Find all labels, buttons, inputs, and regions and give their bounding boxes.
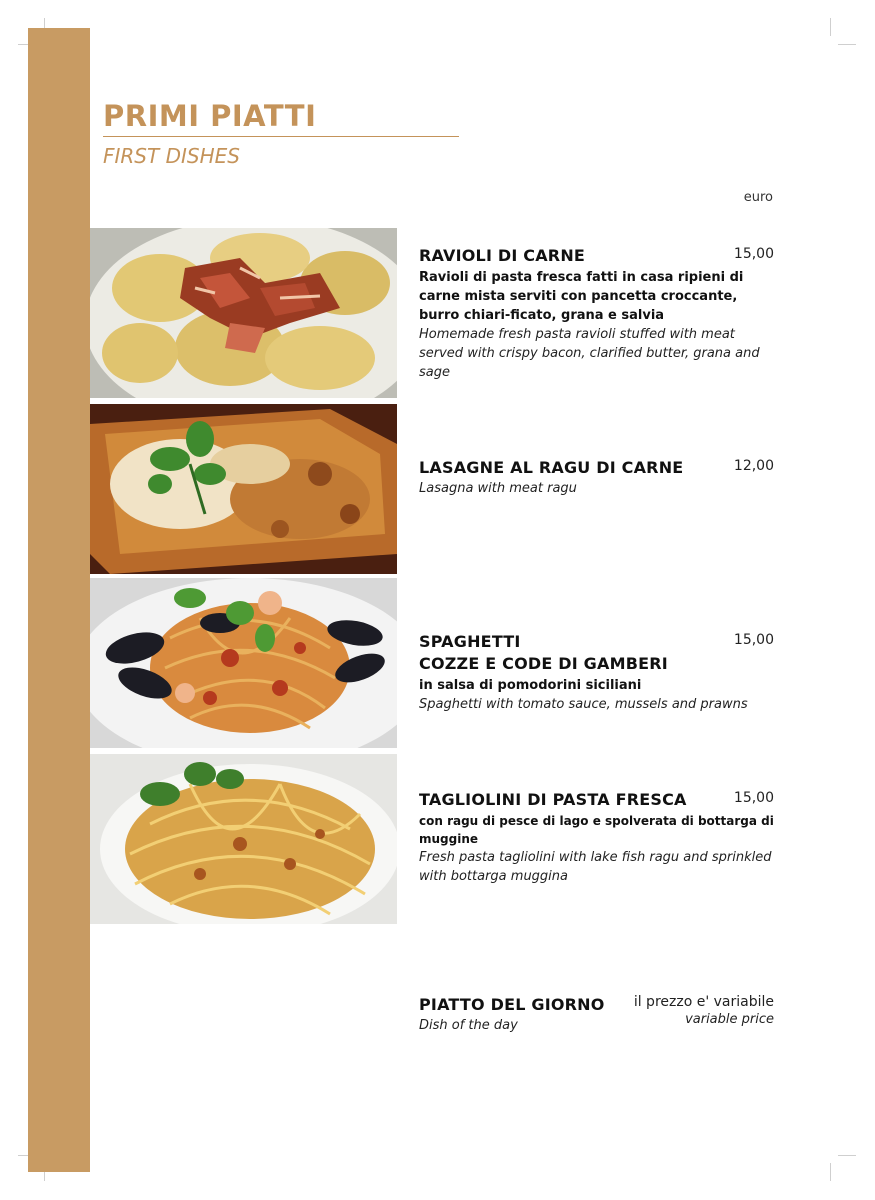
dish-of-day-price: [634, 994, 774, 1028]
item-english-description: Lasagna with meat ragu: [419, 481, 577, 496]
price-english: variable price: [685, 1012, 774, 1027]
item-price: 15,00: [733, 246, 774, 262]
ravioli-photo: [90, 228, 397, 398]
crop-mark: [838, 44, 856, 45]
tagliolini-image: [90, 754, 397, 924]
crop-mark: [830, 1163, 831, 1181]
item-italian-description: Ravioli di pasta fresca fatti in casa ripieni di carne mista serviti con pancetta croccante, burro chiari-ficato, grana e salvia: [419, 270, 744, 323]
menu-item-lasagne: [419, 457, 774, 498]
page-subtitle: FIRST DISHES: [103, 144, 240, 168]
title-divider: [103, 136, 459, 137]
spaghetti-image: [90, 578, 397, 748]
ravioli-image: [90, 228, 397, 398]
item-name: LASAGNE AL RAGU DI CARNE: [419, 458, 684, 477]
item-english-description: Dish of the day: [419, 1018, 518, 1033]
item-name: RAVIOLI DI CARNE: [419, 246, 586, 265]
item-price: 12,00: [733, 458, 774, 474]
menu-item-dish-of-day: [419, 994, 774, 1035]
menu-item-ravioli: [419, 245, 774, 382]
item-english-description: Spaghetti with tomato sauce, mussels and prawns: [419, 697, 748, 712]
page-title: PRIMI PIATTI: [103, 99, 317, 133]
item-price: 15,00: [733, 632, 774, 648]
menu-header: [103, 98, 459, 168]
item-name-line2: COZZE E CODE DI GAMBERI: [419, 654, 668, 673]
lasagne-image: [90, 404, 397, 574]
item-price: 15,00: [733, 790, 774, 806]
spaghetti-photo: [90, 578, 397, 748]
crop-mark: [838, 1155, 856, 1156]
item-english-description: Homemade fresh pasta ravioli stuffed with meat served with crispy bacon, clarified butter, grana and sage: [419, 327, 760, 380]
menu-item-spaghetti: [419, 631, 774, 714]
item-name: PIATTO DEL GIORNO: [419, 995, 605, 1014]
item-name: SPAGHETTI: [419, 632, 521, 651]
lasagne-photo: [90, 404, 397, 574]
item-italian-description: con ragu di pesce di lago e spolverata di bottarga di muggine: [419, 814, 774, 846]
menu-item-tagliolini: [419, 789, 774, 886]
item-name: TAGLIOLINI DI PASTA FRESCA: [419, 790, 687, 809]
price-italian: il prezzo e' variabile: [633, 994, 774, 1010]
item-italian-description: in salsa di pomodorini siciliani: [419, 678, 642, 693]
side-band: [28, 28, 90, 1172]
currency-label: euro: [743, 190, 773, 205]
crop-mark: [830, 18, 831, 36]
tagliolini-photo: [90, 754, 397, 924]
item-english-description: Fresh pasta tagliolini with lake fish ragu and sprinkled with bottarga muggina: [419, 850, 772, 884]
